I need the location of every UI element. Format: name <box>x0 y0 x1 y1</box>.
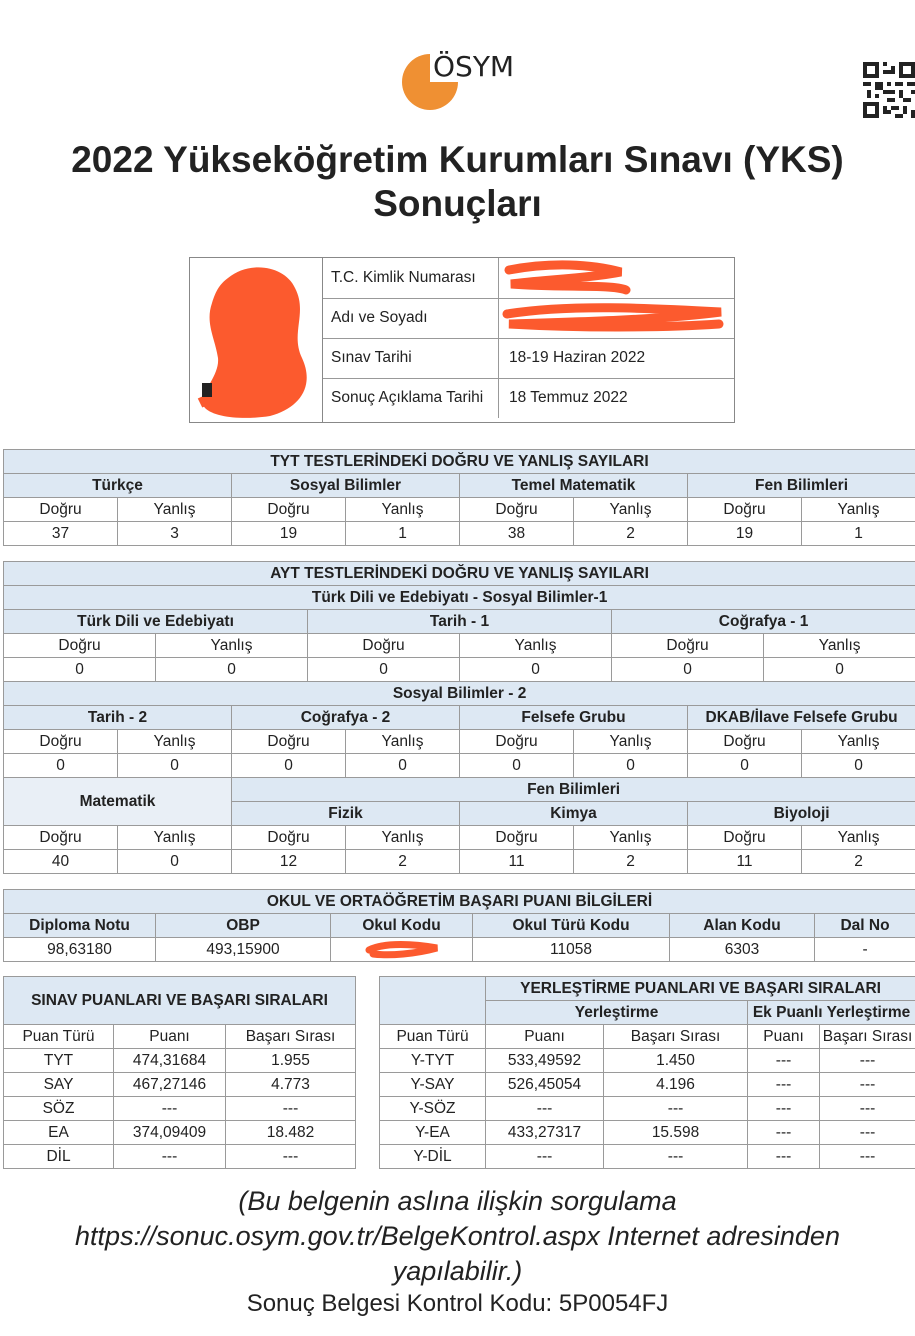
ayt-value: 11 <box>688 850 802 874</box>
photo-redacted <box>190 258 323 422</box>
ayt-value: 0 <box>764 658 915 682</box>
yanlis-header: Yanlış <box>156 634 308 658</box>
tyt-value: 2 <box>574 522 688 546</box>
id-value: 18-19 Haziran 2022 <box>509 349 646 366</box>
sinav-cell: 1.955 <box>226 1049 356 1073</box>
yer-cell: --- <box>820 1097 915 1121</box>
title-line-2: Sonuçları <box>373 183 542 224</box>
ayt-value: 0 <box>802 754 915 778</box>
id-row-result-date <box>323 378 734 418</box>
footer-note <box>0 1184 915 1289</box>
okul-value: 6303 <box>670 938 815 962</box>
ayt-value: 0 <box>574 754 688 778</box>
yanlis-header: Yanlış <box>574 498 688 522</box>
ayt-subject: DKAB/İlave Felsefe Grubu <box>688 706 915 730</box>
ayt-group1-title: Türk Dili ve Edebiyatı - Sosyal Bilimler-1 <box>4 586 915 610</box>
footer-line: (Bu belgenin aslına ilişkin sorgulama <box>238 1186 677 1216</box>
dogru-header: Doğru <box>308 634 460 658</box>
ayt-title: AYT TESTLERİNDEKİ DOĞRU VE YANLIŞ SAYILARI <box>4 562 915 586</box>
tyt-title: TYT TESTLERİNDEKİ DOĞRU VE YANLIŞ SAYILARI <box>4 450 915 474</box>
logo-text: ÖSYM <box>430 52 517 82</box>
yer-cell: Y-TYT <box>380 1049 486 1073</box>
ayt-subject: Fizik <box>232 802 460 826</box>
dogru-header: Doğru <box>4 634 156 658</box>
id-value: 18 Temmuz 2022 <box>509 389 628 406</box>
sinav-cell: DİL <box>4 1145 114 1169</box>
ayt-value: 2 <box>574 850 688 874</box>
tyt-value: 1 <box>346 522 460 546</box>
table-row <box>4 1073 915 1097</box>
dogru-header: Doğru <box>232 826 346 850</box>
yer-cell: --- <box>748 1049 820 1073</box>
sinav-cell: 467,27146 <box>114 1073 226 1097</box>
yer-cell: Y-SÖZ <box>380 1097 486 1121</box>
ayt-value: 0 <box>118 850 232 874</box>
id-label: Sonuç Açıklama Tarihi <box>323 378 499 418</box>
yanlis-header: Yanlış <box>118 826 232 850</box>
okul-value: 98,63180 <box>4 938 156 962</box>
sinav-header: Puanı <box>114 1025 226 1049</box>
yer-cell: Y-SAY <box>380 1073 486 1097</box>
yer-cell: --- <box>820 1145 915 1169</box>
yanlis-header: Yanlış <box>574 730 688 754</box>
ayt-value: 0 <box>460 658 612 682</box>
tyt-table <box>3 449 915 546</box>
okul-header: Okul Kodu <box>331 914 473 938</box>
okul-value-redacted <box>331 938 473 962</box>
yer-cell: --- <box>820 1049 915 1073</box>
yer-cell: --- <box>486 1097 604 1121</box>
page-title <box>0 138 915 226</box>
yer-header: Puan Türü <box>380 1025 486 1049</box>
sinav-cell: 374,09409 <box>114 1121 226 1145</box>
dogru-header: Doğru <box>460 498 574 522</box>
sinav-cell: --- <box>114 1145 226 1169</box>
sinav-cell: --- <box>114 1097 226 1121</box>
redaction-scribble-photo <box>190 258 322 422</box>
dogru-header: Doğru <box>688 730 802 754</box>
sinav-cell: 4.773 <box>226 1073 356 1097</box>
sinav-cell: --- <box>226 1145 356 1169</box>
yer-header: Başarı Sırası <box>820 1025 915 1049</box>
yer-cell: 4.196 <box>604 1073 748 1097</box>
redaction-scribble <box>501 258 721 298</box>
yer-cell: --- <box>820 1121 915 1145</box>
ayt-subject: Türk Dili ve Edebiyatı <box>4 610 308 634</box>
okul-header: Diploma Notu <box>4 914 156 938</box>
tyt-subject: Temel Matematik <box>460 474 688 498</box>
footer-line: yapılabilir.) <box>392 1256 523 1286</box>
ayt-value: 2 <box>802 850 915 874</box>
yer-sub: Ek Puanlı Yerleştirme <box>748 1001 915 1025</box>
scores-table <box>3 976 915 1169</box>
yanlis-header: Yanlış <box>802 730 915 754</box>
ayt-matematik: Matematik <box>4 778 232 826</box>
id-value-redacted <box>499 298 734 338</box>
ayt-value: 2 <box>346 850 460 874</box>
yer-cell: --- <box>486 1145 604 1169</box>
yanlis-header: Yanlış <box>802 826 915 850</box>
tyt-value: 38 <box>460 522 574 546</box>
tyt-value: 19 <box>232 522 346 546</box>
okul-value: 11058 <box>473 938 670 962</box>
ayt-value: 40 <box>4 850 118 874</box>
dogru-header: Doğru <box>460 826 574 850</box>
okul-header: Dal No <box>815 914 915 938</box>
control-code: Sonuç Belgesi Kontrol Kodu: 5P0054FJ <box>246 1290 669 1317</box>
ayt-value: 0 <box>460 754 574 778</box>
tyt-value: 37 <box>4 522 118 546</box>
ayt-value: 11 <box>460 850 574 874</box>
ayt-value: 0 <box>4 754 118 778</box>
sinav-header: Puan Türü <box>4 1025 114 1049</box>
tyt-subject: Fen Bilimleri <box>688 474 915 498</box>
dogru-header: Doğru <box>4 498 118 522</box>
yer-cell: --- <box>604 1097 748 1121</box>
id-label: Adı ve Soyadı <box>323 298 499 338</box>
id-row-name <box>323 298 734 339</box>
dogru-header: Doğru <box>460 730 574 754</box>
sinav-cell: --- <box>226 1097 356 1121</box>
table-row <box>4 1049 915 1073</box>
yer-cell: 1.450 <box>604 1049 748 1073</box>
okul-header: Alan Kodu <box>670 914 815 938</box>
ayt-value: 0 <box>612 658 764 682</box>
yer-cell: 533,49592 <box>486 1049 604 1073</box>
id-row-date <box>323 338 734 379</box>
redaction-scribble <box>499 298 731 338</box>
table-row <box>4 1145 915 1169</box>
okul-value: - <box>815 938 915 962</box>
ayt-value: 0 <box>688 754 802 778</box>
ayt-table <box>3 561 915 874</box>
table-gap <box>356 977 380 1169</box>
qr-code-icon <box>863 62 915 118</box>
yer-sub: Yerleştirme <box>486 1001 748 1025</box>
table-row <box>4 1097 915 1121</box>
dogru-header: Doğru <box>4 730 118 754</box>
ayt-value: 0 <box>346 754 460 778</box>
redaction-scribble <box>365 938 445 960</box>
yer-header: Puanı <box>748 1025 820 1049</box>
ayt-subject: Biyoloji <box>688 802 915 826</box>
tyt-value: 1 <box>802 522 915 546</box>
yer-header: Başarı Sırası <box>604 1025 748 1049</box>
okul-title: OKUL VE ORTAÖĞRETİM BAŞARI PUANI BİLGİLERİ <box>4 890 915 914</box>
tyt-subject: Sosyal Bilimler <box>232 474 460 498</box>
id-value-redacted <box>499 258 734 298</box>
id-label: T.C. Kimlik Numarası <box>323 258 499 298</box>
sinav-cell: SAY <box>4 1073 114 1097</box>
yanlis-header: Yanlış <box>346 826 460 850</box>
yer-cell: --- <box>820 1073 915 1097</box>
yanlis-header: Yanlış <box>802 498 915 522</box>
yer-cell: --- <box>604 1145 748 1169</box>
yer-cell: Y-DİL <box>380 1145 486 1169</box>
title-line-1: 2022 Yükseköğretim Kurumları Sınavı (YKS) <box>71 139 844 180</box>
okul-header: OBP <box>156 914 331 938</box>
yer-cell: --- <box>748 1097 820 1121</box>
ayt-value: 0 <box>4 658 156 682</box>
tyt-value: 19 <box>688 522 802 546</box>
ayt-value: 0 <box>118 754 232 778</box>
yanlis-header: Yanlış <box>118 730 232 754</box>
okul-table <box>3 889 915 962</box>
ayt-value: 0 <box>156 658 308 682</box>
sinav-cell: 18.482 <box>226 1121 356 1145</box>
yer-cell: 526,45054 <box>486 1073 604 1097</box>
yanlis-header: Yanlış <box>460 634 612 658</box>
dogru-header: Doğru <box>232 730 346 754</box>
dogru-header: Doğru <box>688 826 802 850</box>
tyt-subject: Türkçe <box>4 474 232 498</box>
yanlis-header: Yanlış <box>346 730 460 754</box>
yer-cell: --- <box>748 1073 820 1097</box>
table-row <box>4 1121 915 1145</box>
id-label: Sınav Tarihi <box>323 338 499 378</box>
ayt-group2-title: Sosyal Bilimler - 2 <box>4 682 915 706</box>
yanlis-header: Yanlış <box>764 634 915 658</box>
sinav-cell: TYT <box>4 1049 114 1073</box>
dogru-header: Doğru <box>4 826 118 850</box>
ayt-subject: Felsefe Grubu <box>460 706 688 730</box>
ayt-subject: Tarih - 1 <box>308 610 612 634</box>
okul-value: 493,15900 <box>156 938 331 962</box>
yer-cell: Y-EA <box>380 1121 486 1145</box>
sinav-header: Başarı Sırası <box>226 1025 356 1049</box>
ayt-value: 0 <box>232 754 346 778</box>
okul-header: Okul Türü Kodu <box>473 914 670 938</box>
yer-title: YERLEŞTİRME PUANLARI VE BAŞARI SIRALARI <box>486 977 915 1001</box>
ayt-subject: Coğrafya - 2 <box>232 706 460 730</box>
dogru-header: Doğru <box>612 634 764 658</box>
yanlis-header: Yanlış <box>574 826 688 850</box>
ayt-subject: Tarih - 2 <box>4 706 232 730</box>
dogru-header: Doğru <box>688 498 802 522</box>
ayt-subject: Kimya <box>460 802 688 826</box>
footer-link-line[interactable]: https://sonuc.osym.gov.tr/BelgeKontrol.aspx Internet adresinden <box>75 1221 840 1251</box>
yer-cell: --- <box>748 1121 820 1145</box>
sinav-title: SINAV PUANLARI VE BAŞARI SIRALARI <box>4 977 356 1025</box>
sinav-cell: SÖZ <box>4 1097 114 1121</box>
ayt-value: 12 <box>232 850 346 874</box>
id-row-tc <box>323 258 734 299</box>
ayt-subject: Coğrafya - 1 <box>612 610 915 634</box>
ayt-value: 0 <box>308 658 460 682</box>
tyt-value: 3 <box>118 522 232 546</box>
dogru-header: Doğru <box>232 498 346 522</box>
sinav-cell: 474,31684 <box>114 1049 226 1073</box>
sinav-cell: EA <box>4 1121 114 1145</box>
yer-empty-header <box>380 977 486 1025</box>
yanlis-header: Yanlış <box>118 498 232 522</box>
yer-cell: 15.598 <box>604 1121 748 1145</box>
yer-header: Puanı <box>486 1025 604 1049</box>
yer-cell: 433,27317 <box>486 1121 604 1145</box>
yer-cell: --- <box>748 1145 820 1169</box>
ayt-fen-title: Fen Bilimleri <box>232 778 915 802</box>
yanlis-header: Yanlış <box>346 498 460 522</box>
osym-logo <box>402 50 532 110</box>
identity-box <box>189 257 735 423</box>
